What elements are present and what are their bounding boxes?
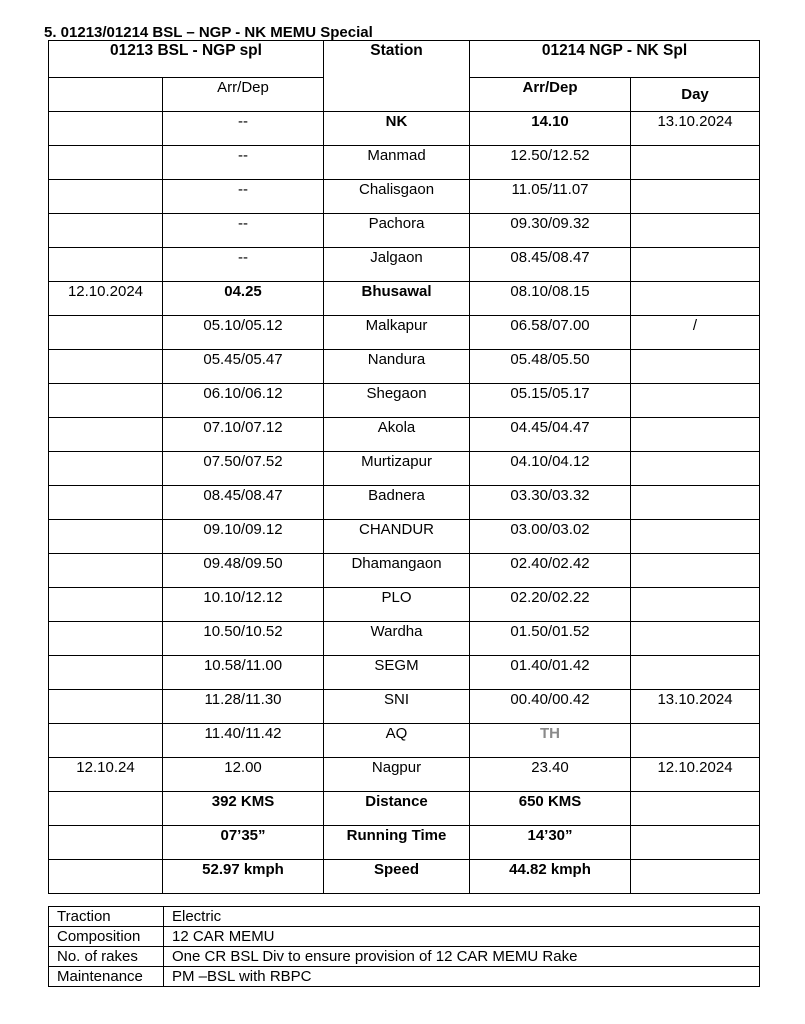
info-label: Maintenance — [49, 967, 164, 987]
cell-up-time: 09.30/09.32 — [470, 214, 631, 248]
table-row — [49, 384, 760, 418]
up-train-header: 01214 NGP - NK Spl — [470, 41, 760, 78]
cell-down-time: 08.45/08.47 — [163, 486, 324, 520]
table-row — [49, 690, 760, 724]
table-row — [49, 452, 760, 486]
cell-up-time: 02.20/02.22 — [470, 588, 631, 622]
cell-up-day — [631, 486, 760, 520]
info-value: Electric — [164, 907, 760, 927]
table-row — [49, 112, 760, 146]
cell-down-day — [49, 180, 163, 214]
info-table — [48, 906, 760, 987]
cell-down-time: 09.10/09.12 — [163, 520, 324, 554]
cell-down-day — [49, 520, 163, 554]
cell-up-time: 04.45/04.47 — [470, 418, 631, 452]
table-row — [49, 180, 760, 214]
cell-down-day — [49, 452, 163, 486]
cell-up-time: 00.40/00.42 — [470, 690, 631, 724]
cell-down-time: -- — [163, 214, 324, 248]
cell-up-time: 03.00/03.02 — [470, 520, 631, 554]
cell-up-day: 13.10.2024 — [631, 690, 760, 724]
cell-station: Murtizapur — [324, 452, 470, 486]
cell-up-day: 13.10.2024 — [631, 112, 760, 146]
cell-station: PLO — [324, 588, 470, 622]
cell-down-time: 05.45/05.47 — [163, 350, 324, 384]
cell-up-time: 08.45/08.47 — [470, 248, 631, 282]
summary-label: Distance — [324, 792, 470, 826]
summary-down: 392 KMS — [163, 792, 324, 826]
cell-down-day — [49, 214, 163, 248]
cell-up-day — [631, 520, 760, 554]
empty-cell — [49, 826, 163, 860]
summary-label: Speed — [324, 860, 470, 894]
cell-down-time: -- — [163, 146, 324, 180]
header-row — [49, 41, 760, 78]
cell-up-day — [631, 282, 760, 316]
cell-down-time: 09.48/09.50 — [163, 554, 324, 588]
cell-station: Akola — [324, 418, 470, 452]
info-row — [49, 907, 760, 927]
cell-down-time: 05.10/05.12 — [163, 316, 324, 350]
table-row — [49, 214, 760, 248]
info-row — [49, 967, 760, 987]
cell-down-day — [49, 554, 163, 588]
cell-up-time: 01.50/01.52 — [470, 622, 631, 656]
cell-up-day: 12.10.2024 — [631, 758, 760, 792]
summary-up: 44.82 kmph — [470, 860, 631, 894]
table-row — [49, 282, 760, 316]
cell-down-time: 06.10/06.12 — [163, 384, 324, 418]
cell-down-day — [49, 690, 163, 724]
cell-up-day — [631, 248, 760, 282]
table-row — [49, 554, 760, 588]
cell-down-time: 07.10/07.12 — [163, 418, 324, 452]
up-arr-dep-header: Arr/Dep — [470, 78, 631, 112]
cell-down-day — [49, 724, 163, 758]
cell-down-day — [49, 248, 163, 282]
summary-down: 52.97 kmph — [163, 860, 324, 894]
down-train-header: 01213 BSL - NGP spl — [49, 41, 324, 78]
info-label: No. of rakes — [49, 947, 164, 967]
table-row — [49, 350, 760, 384]
cell-up-day — [631, 180, 760, 214]
table-row — [49, 316, 760, 350]
cell-down-day — [49, 418, 163, 452]
cell-up-time: 11.05/11.07 — [470, 180, 631, 214]
cell-down-day: 12.10.24 — [49, 758, 163, 792]
cell-station: NK — [324, 112, 470, 146]
summary-up: 14’30” — [470, 826, 631, 860]
info-label: Traction — [49, 907, 164, 927]
table-row — [49, 418, 760, 452]
cell-station: Wardha — [324, 622, 470, 656]
cell-down-time: -- — [163, 112, 324, 146]
cell-up-day — [631, 452, 760, 486]
cell-up-day: / — [631, 316, 760, 350]
info-row — [49, 947, 760, 967]
cell-down-day — [49, 622, 163, 656]
cell-up-time: TH — [470, 724, 631, 758]
cell-down-day — [49, 316, 163, 350]
cell-up-time: 05.15/05.17 — [470, 384, 631, 418]
cell-down-time: 10.50/10.52 — [163, 622, 324, 656]
info-value: PM –BSL with RBPC — [164, 967, 760, 987]
cell-down-time: 12.00 — [163, 758, 324, 792]
down-day-header — [49, 78, 163, 112]
table-row — [49, 724, 760, 758]
empty-cell — [631, 860, 760, 894]
cell-station: Badnera — [324, 486, 470, 520]
timetable — [48, 40, 760, 894]
cell-up-day — [631, 350, 760, 384]
empty-cell — [49, 860, 163, 894]
cell-down-time: -- — [163, 180, 324, 214]
empty-cell — [49, 792, 163, 826]
cell-up-day — [631, 214, 760, 248]
empty-cell — [631, 826, 760, 860]
cell-up-time: 01.40/01.42 — [470, 656, 631, 690]
summary-row — [49, 792, 760, 826]
cell-station: Chalisgaon — [324, 180, 470, 214]
cell-station: Pachora — [324, 214, 470, 248]
info-value: 12 CAR MEMU — [164, 927, 760, 947]
cell-up-day — [631, 418, 760, 452]
cell-up-time: 12.50/12.52 — [470, 146, 631, 180]
cell-up-time: 08.10/08.15 — [470, 282, 631, 316]
cell-station: Nandura — [324, 350, 470, 384]
up-day-header: Day — [631, 78, 760, 112]
cell-up-time: 05.48/05.50 — [470, 350, 631, 384]
table-row — [49, 588, 760, 622]
table-row — [49, 520, 760, 554]
cell-down-day — [49, 486, 163, 520]
summary-down: 07’35” — [163, 826, 324, 860]
cell-up-day — [631, 384, 760, 418]
cell-up-time: 23.40 — [470, 758, 631, 792]
cell-station: Manmad — [324, 146, 470, 180]
cell-up-day — [631, 146, 760, 180]
cell-station: SEGM — [324, 656, 470, 690]
info-row — [49, 927, 760, 947]
cell-station: Dhamangaon — [324, 554, 470, 588]
info-label: Composition — [49, 927, 164, 947]
cell-down-day — [49, 384, 163, 418]
page-title: 5. 01213/01214 BSL – NGP - NK MEMU Special — [44, 24, 373, 41]
cell-up-day — [631, 588, 760, 622]
cell-down-time: 11.40/11.42 — [163, 724, 324, 758]
empty-cell — [631, 792, 760, 826]
summary-label: Running Time — [324, 826, 470, 860]
cell-down-time: 11.28/11.30 — [163, 690, 324, 724]
cell-down-time: 10.58/11.00 — [163, 656, 324, 690]
cell-down-time: -- — [163, 248, 324, 282]
cell-station: CHANDUR — [324, 520, 470, 554]
cell-station: Nagpur — [324, 758, 470, 792]
cell-station: SNI — [324, 690, 470, 724]
summary-row — [49, 826, 760, 860]
table-row — [49, 486, 760, 520]
cell-up-time: 06.58/07.00 — [470, 316, 631, 350]
cell-down-time: 04.25 — [163, 282, 324, 316]
table-row — [49, 758, 760, 792]
cell-down-day — [49, 112, 163, 146]
cell-up-day — [631, 724, 760, 758]
cell-up-day — [631, 554, 760, 588]
station-header: Station — [324, 41, 470, 112]
table-row — [49, 656, 760, 690]
cell-station: Bhusawal — [324, 282, 470, 316]
cell-up-time: 03.30/03.32 — [470, 486, 631, 520]
cell-down-time: 10.10/12.12 — [163, 588, 324, 622]
cell-down-day — [49, 350, 163, 384]
table-row — [49, 146, 760, 180]
cell-station: Shegaon — [324, 384, 470, 418]
cell-down-day: 12.10.2024 — [49, 282, 163, 316]
cell-down-day — [49, 588, 163, 622]
cell-station: Malkapur — [324, 316, 470, 350]
cell-up-time: 04.10/04.12 — [470, 452, 631, 486]
cell-up-time: 02.40/02.42 — [470, 554, 631, 588]
table-row — [49, 622, 760, 656]
cell-down-day — [49, 656, 163, 690]
cell-up-day — [631, 622, 760, 656]
cell-station: Jalgaon — [324, 248, 470, 282]
cell-down-time: 07.50/07.52 — [163, 452, 324, 486]
cell-station: AQ — [324, 724, 470, 758]
down-arr-dep-header: Arr/Dep — [163, 78, 324, 112]
cell-up-time: 14.10 — [470, 112, 631, 146]
info-value: One CR BSL Div to ensure provision of 12 CAR MEMU Rake — [164, 947, 760, 967]
summary-row — [49, 860, 760, 894]
summary-up: 650 KMS — [470, 792, 631, 826]
cell-up-day — [631, 656, 760, 690]
table-row — [49, 248, 760, 282]
cell-down-day — [49, 146, 163, 180]
